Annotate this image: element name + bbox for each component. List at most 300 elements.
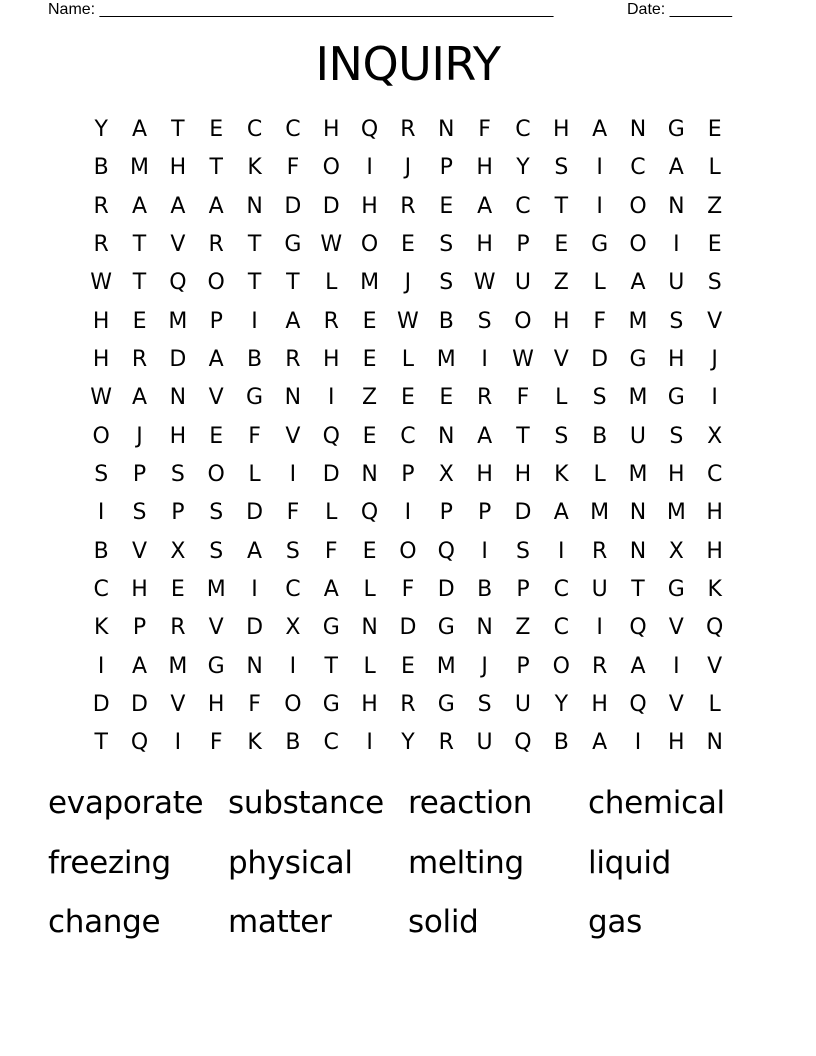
- grid-letter: R: [438, 730, 454, 756]
- grid-letter: U: [514, 270, 531, 296]
- grid-letter: I: [327, 385, 335, 411]
- grid-letter: S: [477, 692, 492, 718]
- word-list-item: physical: [228, 844, 353, 881]
- grid-letter: M: [628, 462, 648, 488]
- name-field-label: Name: ___________________________________________________: [48, 1, 554, 18]
- grid-letter: E: [170, 577, 185, 603]
- grid-letter: U: [629, 423, 647, 449]
- grid-letter: C: [515, 117, 531, 143]
- word-list-item: matter: [228, 904, 332, 940]
- grid-row: [82, 379, 734, 417]
- grid-letter: T: [171, 117, 185, 143]
- grid-letter: H: [322, 347, 340, 373]
- grid-letter: G: [207, 653, 225, 679]
- grid-letter: N: [706, 730, 723, 756]
- grid-letter: U: [514, 692, 531, 718]
- grid-letter: R: [323, 308, 339, 334]
- grid-letter: E: [439, 193, 454, 219]
- grid-letter: I: [97, 500, 105, 526]
- grid-letter: D: [246, 500, 264, 526]
- grid-letter: I: [97, 653, 105, 679]
- grid-letter: C: [246, 117, 263, 143]
- grid-letter: L: [363, 653, 376, 679]
- grid-letter: Q: [514, 730, 532, 756]
- grid-letter: V: [208, 385, 224, 411]
- grid-letter: Q: [706, 615, 724, 641]
- grid-letter: V: [668, 692, 684, 718]
- grid-letter: A: [553, 500, 569, 526]
- grid-letter: R: [400, 193, 416, 219]
- word-list: [48, 779, 768, 958]
- grid-letter: R: [285, 347, 301, 373]
- grid-letter: G: [437, 692, 455, 718]
- grid-letter: F: [324, 538, 338, 564]
- grid-letter: O: [629, 193, 647, 219]
- grid-letter: N: [438, 423, 455, 449]
- grid-letter: E: [707, 232, 722, 258]
- grid-letter: A: [131, 385, 148, 411]
- grid-letter: S: [669, 423, 684, 449]
- grid-letter: R: [170, 615, 186, 641]
- grid-letter: S: [515, 538, 530, 564]
- grid-letter: H: [706, 538, 723, 564]
- grid-letter: F: [401, 577, 415, 603]
- grid-letter: E: [209, 117, 224, 143]
- grid-letter: K: [93, 615, 109, 641]
- grid-row: [82, 456, 734, 494]
- grid-letter: S: [439, 232, 454, 258]
- grid-row: [82, 341, 734, 379]
- grid-letter: I: [711, 385, 718, 411]
- grid-letter: A: [131, 117, 148, 143]
- grid-letter: P: [516, 577, 530, 603]
- grid-letter: F: [248, 692, 261, 718]
- grid-letter: Z: [553, 270, 569, 296]
- grid-letter: H: [591, 692, 608, 718]
- grid-letter: M: [436, 653, 456, 679]
- grid-letter: P: [439, 155, 453, 181]
- word-list-item: chemical: [588, 785, 725, 821]
- grid-letter: Y: [554, 692, 569, 718]
- grid-letter: F: [286, 155, 300, 181]
- grid-letter: N: [438, 117, 455, 143]
- grid-letter: E: [400, 653, 415, 679]
- grid-letter: U: [591, 577, 608, 603]
- grid-letter: F: [516, 385, 530, 411]
- grid-letter: N: [169, 385, 187, 411]
- grid-letter: B: [592, 423, 608, 449]
- grid-letter: K: [247, 155, 262, 181]
- grid-letter: P: [401, 462, 415, 488]
- grid-letter: Q: [629, 692, 647, 718]
- grid-letter: B: [553, 730, 569, 756]
- grid-row: [82, 188, 734, 226]
- grid-letter: A: [323, 577, 339, 603]
- word-list-item: freezing: [48, 844, 171, 881]
- grid-letter: M: [628, 385, 648, 411]
- grid-letter: C: [553, 615, 569, 641]
- grid-letter: F: [248, 423, 261, 449]
- grid-letter: I: [289, 462, 297, 488]
- word-list-item: gas: [588, 904, 642, 940]
- grid-letter: A: [208, 347, 224, 373]
- grid-letter: P: [516, 232, 530, 258]
- grid-letter: O: [207, 462, 225, 488]
- grid-letter: A: [131, 653, 148, 679]
- grid-letter: D: [399, 615, 417, 641]
- grid-row: [82, 609, 734, 647]
- grid-letter: C: [93, 577, 109, 603]
- grid-letter: G: [667, 117, 685, 143]
- grid-letter: P: [516, 653, 530, 679]
- grid-letter: R: [591, 653, 608, 679]
- grid-letter: G: [667, 577, 685, 603]
- grid-letter: H: [92, 308, 110, 334]
- grid-letter: X: [170, 538, 186, 564]
- grid-letter: I: [596, 615, 603, 641]
- grid-letter: V: [668, 615, 684, 641]
- grid-letter: J: [404, 155, 412, 181]
- word-list-item: evaporate: [48, 785, 204, 821]
- grid-letter: I: [634, 730, 642, 756]
- grid-letter: Q: [130, 730, 149, 756]
- grid-letter: S: [439, 270, 454, 296]
- grid-letter: P: [132, 615, 147, 641]
- grid-letter: G: [284, 232, 302, 258]
- grid-letter: M: [206, 577, 226, 603]
- grid-row: [82, 533, 734, 571]
- grid-letter: P: [477, 500, 492, 526]
- grid-letter: L: [363, 577, 376, 603]
- grid-letter: I: [481, 538, 488, 564]
- grid-letter: B: [438, 308, 454, 334]
- grid-letter: D: [591, 347, 609, 373]
- grid-letter: N: [361, 615, 378, 641]
- grid-letter: S: [94, 462, 109, 488]
- grid-letter: W: [512, 347, 534, 373]
- grid-letter: I: [673, 653, 680, 679]
- grid-letter: D: [169, 347, 187, 373]
- grid-letter: L: [593, 270, 606, 296]
- grid-letter: J: [404, 270, 412, 296]
- grid-letter: H: [668, 347, 685, 373]
- grid-letter: R: [400, 692, 416, 718]
- grid-letter: J: [711, 347, 718, 373]
- grid-letter: G: [322, 615, 340, 641]
- grid-letter: M: [130, 155, 149, 181]
- grid-letter: T: [209, 155, 223, 181]
- grid-letter: E: [400, 385, 415, 411]
- grid-letter: T: [247, 232, 262, 258]
- grid-letter: N: [629, 500, 647, 526]
- grid-letter: W: [397, 308, 419, 334]
- grid-letter: A: [131, 193, 148, 219]
- grid-letter: H: [207, 692, 225, 718]
- grid-letter: C: [323, 730, 339, 756]
- grid-letter: P: [209, 308, 223, 334]
- grid-letter: S: [209, 538, 224, 564]
- grid-letter: E: [707, 117, 722, 143]
- grid-letter: A: [630, 270, 646, 296]
- grid-letter: Y: [516, 155, 530, 181]
- grid-letter: O: [629, 232, 647, 258]
- grid-letter: A: [247, 538, 263, 564]
- grid-letter: V: [553, 347, 569, 373]
- grid-letter: V: [170, 692, 186, 718]
- grid-letter: T: [324, 653, 338, 679]
- grid-row: [82, 418, 734, 456]
- grid-letter: I: [251, 577, 258, 603]
- grid-letter: N: [246, 193, 263, 219]
- grid-letter: I: [596, 193, 603, 219]
- grid-letter: G: [322, 692, 340, 718]
- grid-letter: Y: [401, 730, 415, 756]
- grid-letter: R: [208, 232, 224, 258]
- grid-letter: E: [362, 538, 377, 564]
- grid-letter: D: [131, 692, 148, 718]
- word-list-item: change: [48, 904, 161, 940]
- grid-letter: R: [93, 232, 109, 258]
- date-field-label: Date: _______: [627, 1, 732, 18]
- word-list-item: substance: [228, 785, 384, 821]
- page-title: INQUIRY: [315, 37, 501, 91]
- grid-letter: C: [400, 423, 416, 449]
- grid-letter: E: [362, 423, 377, 449]
- grid-letter: P: [171, 500, 185, 526]
- grid-letter: O: [322, 155, 340, 181]
- word-search-grid: [82, 111, 734, 763]
- grid-letter: H: [553, 308, 570, 334]
- grid-letter: G: [246, 385, 264, 411]
- grid-letter: M: [590, 500, 610, 526]
- grid-letter: T: [247, 270, 262, 296]
- grid-letter: C: [285, 117, 301, 143]
- grid-letter: H: [322, 117, 340, 143]
- grid-letter: W: [320, 232, 343, 258]
- grid-letter: L: [401, 347, 415, 373]
- grid-letter: Q: [360, 500, 379, 526]
- grid-letter: H: [514, 462, 532, 488]
- grid-letter: A: [592, 730, 608, 756]
- grid-letter: N: [668, 193, 685, 219]
- grid-row: [82, 149, 734, 187]
- grid-letter: Z: [707, 193, 723, 219]
- grid-letter: Q: [322, 423, 340, 449]
- grid-letter: H: [553, 117, 570, 143]
- grid-letter: C: [285, 577, 301, 603]
- grid-letter: N: [246, 653, 263, 679]
- grid-letter: V: [285, 423, 301, 449]
- grid-letter: W: [90, 385, 113, 411]
- grid-letter: C: [553, 577, 569, 603]
- grid-letter: A: [592, 117, 608, 143]
- grid-letter: I: [251, 308, 258, 334]
- grid-letter: M: [360, 270, 380, 296]
- grid-letter: I: [366, 730, 373, 756]
- grid-row: [82, 264, 734, 302]
- grid-row: [82, 686, 734, 724]
- grid-letter: Z: [362, 385, 378, 411]
- grid-letter: E: [209, 423, 224, 449]
- grid-letter: A: [630, 653, 646, 679]
- grid-letter: U: [668, 270, 685, 296]
- grid-letter: K: [707, 577, 722, 603]
- grid-letter: N: [361, 462, 378, 488]
- grid-letter: H: [706, 500, 723, 526]
- grid-letter: U: [476, 730, 493, 756]
- grid-letter: I: [673, 232, 680, 258]
- grid-letter: H: [92, 347, 110, 373]
- grid-letter: C: [630, 155, 646, 181]
- grid-letter: G: [667, 385, 685, 411]
- grid-letter: X: [707, 423, 723, 449]
- grid-letter: V: [707, 308, 723, 334]
- grid-letter: H: [361, 692, 378, 718]
- grid-letter: E: [132, 308, 147, 334]
- grid-letter: N: [476, 615, 493, 641]
- grid-letter: V: [131, 538, 148, 564]
- grid-row: [82, 494, 734, 532]
- grid-letter: P: [439, 500, 453, 526]
- grid-letter: O: [514, 308, 532, 334]
- grid-letter: E: [439, 385, 454, 411]
- word-list-item: solid: [408, 904, 479, 940]
- grid-letter: X: [438, 462, 454, 488]
- grid-letter: A: [208, 193, 224, 219]
- grid-row: [82, 226, 734, 264]
- grid-letter: P: [132, 462, 147, 488]
- grid-letter: A: [285, 308, 301, 334]
- grid-letter: Z: [515, 615, 531, 641]
- grid-row: [82, 724, 734, 762]
- grid-letter: H: [668, 462, 685, 488]
- grid-letter: H: [476, 155, 493, 181]
- grid-letter: I: [481, 347, 488, 373]
- grid-letter: H: [169, 423, 187, 449]
- grid-letter: E: [554, 232, 569, 258]
- grid-letter: V: [707, 653, 723, 679]
- grid-letter: R: [93, 193, 109, 219]
- grid-letter: S: [209, 500, 224, 526]
- grid-letter: D: [246, 615, 264, 641]
- grid-letter: H: [668, 730, 685, 756]
- grid-letter: S: [592, 385, 607, 411]
- grid-letter: T: [516, 423, 530, 449]
- grid-letter: D: [437, 577, 455, 603]
- grid-letter: V: [208, 615, 224, 641]
- grid-letter: I: [404, 500, 412, 526]
- grid-letter: M: [168, 653, 188, 679]
- grid-letter: L: [325, 270, 338, 296]
- grid-letter: S: [477, 308, 492, 334]
- grid-letter: M: [436, 347, 456, 373]
- grid-letter: Q: [360, 117, 379, 143]
- grid-letter: E: [362, 347, 377, 373]
- grid-letter: I: [596, 155, 603, 181]
- grid-letter: B: [93, 538, 109, 564]
- grid-letter: F: [286, 500, 300, 526]
- grid-letter: O: [207, 270, 225, 296]
- grid-letter: S: [669, 308, 684, 334]
- grid-letter: D: [322, 193, 340, 219]
- grid-letter: H: [476, 462, 493, 488]
- grid-letter: R: [400, 117, 416, 143]
- grid-letter: L: [708, 692, 721, 718]
- grid-letter: T: [132, 270, 147, 296]
- grid-letter: Q: [629, 615, 647, 641]
- grid-letter: R: [476, 385, 493, 411]
- grid-letter: S: [554, 155, 569, 181]
- grid-letter: Q: [437, 538, 455, 564]
- word-list-item: liquid: [588, 844, 672, 881]
- grid-letter: M: [628, 308, 648, 334]
- grid-letter: J: [481, 653, 488, 679]
- grid-letter: D: [514, 500, 532, 526]
- grid-letter: D: [322, 462, 340, 488]
- grid-letter: K: [554, 462, 569, 488]
- grid-letter: F: [593, 308, 606, 334]
- grid-letter: G: [591, 232, 609, 258]
- grid-letter: C: [515, 193, 531, 219]
- grid-letter: W: [473, 270, 496, 296]
- grid-row: [82, 303, 734, 341]
- word-list-item: reaction: [408, 785, 533, 821]
- grid-letter: L: [555, 385, 568, 411]
- grid-letter: H: [476, 232, 493, 258]
- grid-letter: C: [706, 462, 723, 488]
- grid-letter: F: [478, 117, 491, 143]
- grid-letter: E: [400, 232, 415, 258]
- grid-letter: O: [92, 423, 110, 449]
- grid-letter: V: [170, 232, 186, 258]
- grid-letter: R: [591, 538, 608, 564]
- grid-letter: N: [629, 117, 647, 143]
- grid-letter: I: [289, 653, 297, 679]
- grid-letter: S: [170, 462, 185, 488]
- grid-letter: B: [247, 347, 263, 373]
- grid-letter: T: [631, 577, 645, 603]
- grid-letter: B: [93, 155, 109, 181]
- grid-letter: S: [554, 423, 569, 449]
- grid-letter: O: [552, 653, 570, 679]
- grid-letter: J: [136, 423, 143, 449]
- grid-letter: D: [284, 193, 302, 219]
- grid-letter: T: [554, 193, 569, 219]
- grid-letter: Y: [94, 117, 108, 143]
- grid-letter: L: [248, 462, 261, 488]
- grid-letter: I: [174, 730, 182, 756]
- grid-letter: D: [92, 692, 110, 718]
- grid-letter: T: [132, 232, 147, 258]
- grid-letter: X: [668, 538, 684, 564]
- grid-letter: H: [169, 155, 187, 181]
- grid-letter: I: [558, 538, 565, 564]
- grid-letter: B: [285, 730, 301, 756]
- grid-letter: A: [668, 155, 684, 181]
- grid-letter: I: [366, 155, 373, 181]
- grid-letter: W: [90, 270, 113, 296]
- grid-letter: N: [284, 385, 302, 411]
- grid-letter: E: [362, 308, 377, 334]
- grid-letter: S: [285, 538, 300, 564]
- grid-letter: L: [593, 462, 606, 488]
- grid-letter: K: [247, 730, 262, 756]
- word-list-item: melting: [408, 844, 524, 881]
- grid-letter: O: [284, 692, 302, 718]
- grid-letter: F: [209, 730, 223, 756]
- grid-letter: A: [477, 423, 493, 449]
- grid-row: [82, 111, 734, 149]
